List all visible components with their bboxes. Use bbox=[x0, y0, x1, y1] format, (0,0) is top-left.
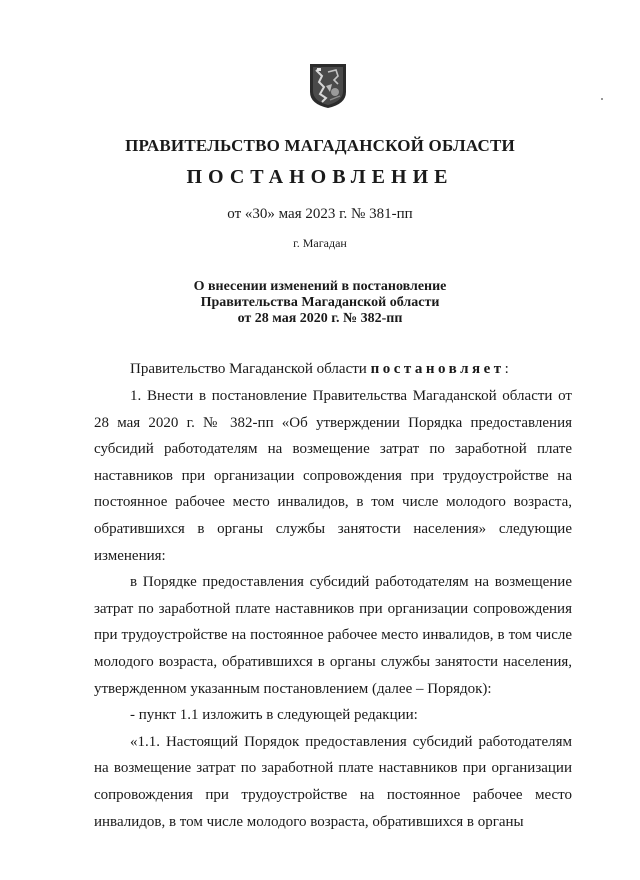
paragraph: в Порядке предоставления субсидий работодателям на возмещение затрат по заработной плате наставников при организации сопровождения при трудоустройстве на постоянное рабочее место инвалидов, в том числе молодого возраста, обратившихся в органы службы занятости населения, утвержденном указанным постановлением (далее – Порядок): bbox=[94, 574, 572, 697]
preamble-colon: : bbox=[504, 361, 509, 377]
organization-title: ПРАВИТЕЛЬСТВО МАГАДАНСКОЙ ОБЛАСТИ bbox=[125, 136, 515, 155]
subject-line: Правительства Магаданской области bbox=[200, 295, 440, 310]
city: г. Магадан bbox=[293, 236, 347, 250]
preamble-verb: постановляет bbox=[370, 361, 505, 377]
preamble-text: Правительство Магаданской области bbox=[130, 361, 371, 377]
coat-of-arms-icon bbox=[308, 62, 348, 110]
date-and-number: от «30» мая 2023 г. № 381-пп bbox=[227, 206, 413, 222]
document-subject bbox=[0, 279, 640, 327]
scan-speck bbox=[601, 98, 603, 100]
document-type: ПОСТАНОВЛЕНИЕ bbox=[186, 166, 454, 188]
paragraph: - пункт 1.1 изложить в следующей редакции: bbox=[130, 707, 418, 724]
subject-line: от 28 мая 2020 г. № 382-пп bbox=[237, 311, 403, 326]
preamble bbox=[94, 356, 572, 383]
subject-line: О внесении изменений в постановление bbox=[193, 279, 447, 294]
paragraph: «1.1. Настоящий Порядок предоставления субсидий работодателям на возмещение затрат по заработной плате наставников при организации сопровождения при трудоустройстве на постоянное рабочее место инвалидов, в том числе молодого возраста, обратившихся в органы bbox=[94, 733, 572, 830]
paragraph: 1. Внести в постановление Правительства Магаданской области от 28 мая 2020 г. № 382-пп «Об утверждении Порядка предоставления субсидий работодателям на возмещение затрат по заработной плате наставников при организации сопровождения при трудоустройстве на постоянное рабочее место инвалидов, в том числе молодого возраста, обратившихся в органы службы занятости населения» следующие изменения: bbox=[94, 388, 572, 564]
document-body bbox=[94, 383, 572, 835]
